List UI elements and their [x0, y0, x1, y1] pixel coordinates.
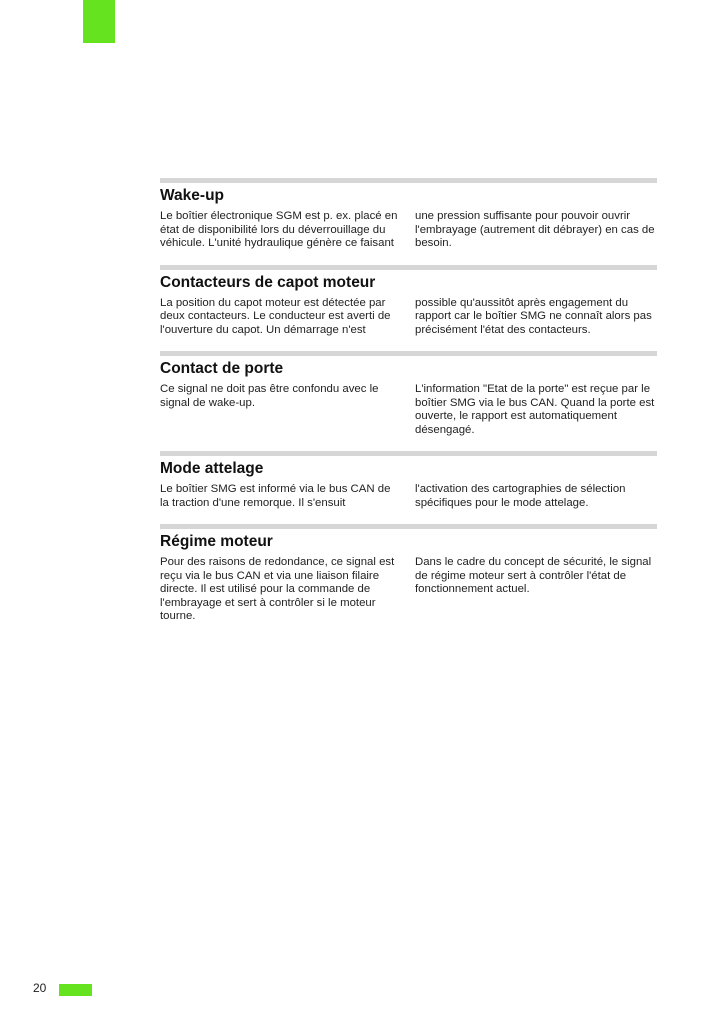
section-mode-attelage: [160, 451, 657, 510]
section-divider: [160, 265, 657, 270]
section-left-text: Le boîtier électronique SGM est p. ex. placé en état de disponibilité lors du déverrouillage du véhicule. L'unité hydraulique génère ce faisant: [160, 210, 398, 249]
section-contact-porte: [160, 351, 657, 437]
section-left-text: Le boîtier SMG est informé via le bus CAN de la traction d'une remorque. Il s'ensuit: [160, 483, 391, 509]
section-columns: [160, 483, 657, 510]
section-columns: [160, 210, 657, 251]
section-contacteurs-capot: [160, 265, 657, 338]
document-content: [160, 178, 657, 638]
top-green-tab: [83, 0, 115, 43]
section-columns: [160, 297, 657, 338]
section-columns: [160, 556, 657, 624]
section-divider: [160, 451, 657, 456]
section-columns: [160, 383, 657, 437]
section-right-text: Dans le cadre du concept de sécurité, le signal de régime moteur sert à contrôler l'état de fonctionnement actuel.: [415, 556, 652, 595]
section-wake-up: [160, 178, 657, 251]
section-heading: Régime moteur: [160, 533, 273, 550]
section-heading: Wake-up: [160, 187, 225, 204]
section-right-text: L'information "Etat de la porte" est reçue par le boîtier SMG via le bus CAN. Quand la porte est ouverte, le rapport est automatiquement désengagé.: [415, 383, 655, 436]
section-regime-moteur: [160, 524, 657, 624]
section-left-text: La position du capot moteur est détectée par deux contacteurs. Le conducteur est averti de l'ouverture du capot. Un démarrage n'est: [160, 296, 391, 336]
section-heading: Contacteurs de capot moteur: [160, 273, 376, 291]
section-divider: [160, 524, 657, 529]
section-divider: [160, 178, 657, 183]
section-right-text: l'activation des cartographies de sélection spécifiques pour le mode attelage.: [415, 483, 626, 509]
section-right-text: une pression suffisante pour pouvoir ouvrir l'embrayage (autrement dit débrayer) en cas de besoin.: [415, 210, 655, 249]
section-left-text: Ce signal ne doit pas être confondu avec le signal de wake-up.: [160, 383, 379, 409]
footer-green-bar: [59, 984, 92, 996]
section-heading: Contact de porte: [160, 360, 284, 377]
page-number: 20: [33, 981, 47, 995]
section-left-text: Pour des raisons de redondance, ce signal est reçu via le bus CAN et via une liaison filaire directe. Il est utilisé pour la commande de l'embrayage et sert à contrôler si le moteur tourne.: [160, 556, 395, 622]
section-right-text: possible qu'aussitôt après engagement du rapport car le boîtier SMG ne connaît alors pas précisément l'état des contacteurs.: [415, 296, 652, 336]
section-divider: [160, 351, 657, 356]
section-heading: Mode attelage: [160, 460, 264, 477]
